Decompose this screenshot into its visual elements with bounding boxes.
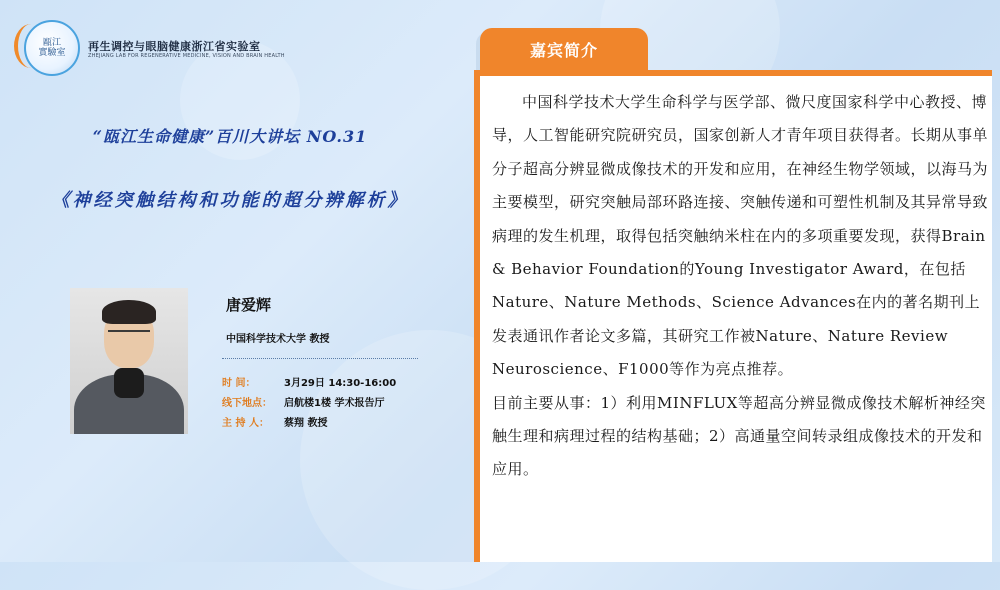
info-divider: [222, 358, 418, 359]
lecture-topic: 《神经突触结构和功能的超分辨解析》: [51, 190, 409, 211]
time-label: 时 间：: [222, 378, 256, 389]
bio-paragraph-1: 中国科学技术大学生命科学与医学部、微尺度国家科学中心教授、博导，人工智能研究院研究员，国家创新人才青年项目获得者。长期从事单分子超高分辨显微成像技术的开发和应用，在神经生物学领域，以海马为主要模型，研究突触局部环路连接、突触传递和可塑性机制及其异常导致病理的发生机理，取得包括突触纳米柱在内的多项重要发现，获得Brain & Behavior Foundation的Young Investigator Award，在包括Nature、Nature Methods、Science Advances在内的著名期刊上发表通讯作者论文多篇，其研究工作被Nature、Nature Review Neuroscience、F1000等作为亮点推荐。: [492, 93, 989, 379]
lab-name: 再生调控与眼脑健康浙江省实验室: [88, 40, 261, 53]
bio-text: [492, 86, 992, 487]
bio-tab: 嘉宾简介: [480, 28, 648, 70]
location-row: [222, 394, 384, 409]
speaker-affiliation: 中国科学技术大学 教授: [226, 334, 330, 345]
host-label: 主 持 人：: [222, 418, 269, 429]
bio-paragraph-2: 目前主要从事：1）利用MINFLUX等超高分辨显微成像技术解析神经突触生理和病理过程的结构基础；2）高通量空间转录组成像技术的开发和应用。: [492, 393, 986, 479]
lab-name-en: ZHEJIANG LAB FOR REGENERATIVE MEDICINE, VISION AND BRAIN HEALTH: [88, 53, 285, 59]
photo-hair: [102, 300, 156, 324]
host-value: 蔡翔 教授: [284, 418, 328, 429]
lecture-series-title: “瓯江生命健康”百川大讲坛 NO.31: [92, 127, 368, 146]
lab-logo: [10, 20, 80, 76]
location-value: 启航楼1楼 学术报告厅: [284, 398, 385, 409]
photo-glasses: [108, 330, 150, 342]
time-row: [222, 374, 396, 389]
logo-seal-icon: 甌江 實驗室: [24, 20, 80, 76]
photo-collar: [114, 368, 144, 398]
speaker-photo: [70, 288, 188, 434]
bio-panel: [474, 70, 992, 562]
speaker-name: 唐爱辉: [226, 296, 272, 314]
location-label: 线下地点：: [222, 398, 272, 409]
time-value: 3月29日 14:30-16:00: [284, 378, 397, 389]
host-row: [222, 414, 327, 429]
